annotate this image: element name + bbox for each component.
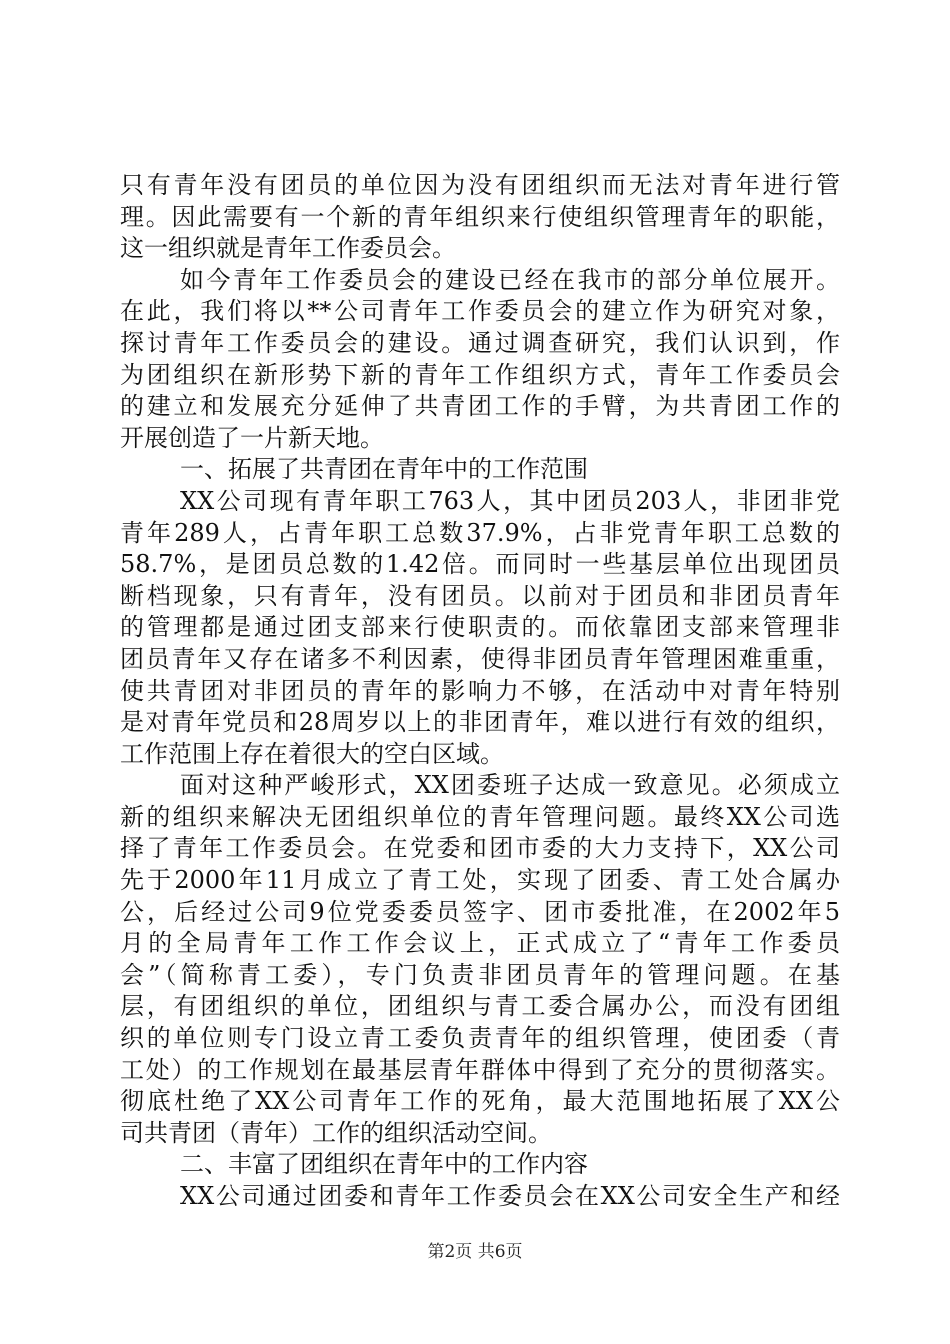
text-line: 司共青团（青年）工作的组织活动空间。 xyxy=(120,1118,552,1147)
text-line: 的管理都是通过团支部来行使职责的。而依靠团支部来管理非 xyxy=(120,613,840,642)
text-line: 月的全局青年工作工作会议上，正式成立了“青年工作委员 xyxy=(120,929,840,958)
text-line: 层，有团组织的单位，团组织与青工委合属办公，而没有团组 xyxy=(120,992,840,1021)
text-line: 断档现象，只有青年，没有团员。以前对于团员和非团员青年 xyxy=(120,581,840,610)
text-line: 公，后经过公司9位党委委员签字、团市委批准，在2002年5 xyxy=(120,897,840,926)
text-line: 这一组织就是青年工作委员会。 xyxy=(120,234,456,263)
text-line: 面对这种严峻形式，XX团委班子达成一致意见。必须成立 xyxy=(180,771,840,800)
text-line: 理。因此需要有一个新的青年组织来行使组织管理青年的职能， xyxy=(120,202,840,231)
text-line: 为团组织在新形势下新的青年工作组织方式，青年工作委员会 xyxy=(120,360,840,389)
text-line: XX公司现有青年职工763人，其中团员203人，非团非党 xyxy=(180,486,840,515)
text-line: 只有青年没有团员的单位因为没有团组织而无法对青年进行管 xyxy=(120,171,840,199)
text-line: XX公司通过团委和青年工作委员会在XX公司安全生产和经 xyxy=(180,1182,840,1210)
text-line: 一、拓展了共青团在青年中的工作范围 xyxy=(180,455,588,484)
text-line: 择了青年工作委员会。在党委和团市委的大力支持下，XX公司 xyxy=(120,834,840,863)
text-line: 58.7%，是团员总数的1.42倍。而同时一些基层单位出现团员 xyxy=(120,550,840,579)
page-footer: 第2页 共6页 xyxy=(427,1242,523,1262)
text-line: 工处）的工作规划在最基层青年群体中得到了充分的贯彻落实。 xyxy=(120,1055,840,1084)
text-line: 是对青年党员和28周岁以上的非团青年，难以进行有效的组织， xyxy=(120,708,840,737)
text-line: 开展创造了一片新天地。 xyxy=(120,423,384,452)
text-line: 会”（简称青工委），专门负责非团员青年的管理问题。在基 xyxy=(120,960,840,989)
text-line: 如今青年工作委员会的建设已经在我市的部分单位展开。 xyxy=(180,265,840,294)
text-line: 使共青团对非团员的青年的影响力不够，在活动中对青年特别 xyxy=(120,676,840,705)
text-line: 工作范围上存在着很大的空白区域。 xyxy=(120,739,504,768)
text-line: 探讨青年工作委员会的建设。通过调查研究，我们认识到，作 xyxy=(120,328,840,357)
text-line: 织的单位则专门设立青工委负责青年的组织管理，使团委（青 xyxy=(120,1024,840,1053)
text-line: 新的组织来解决无团组织单位的青年管理问题。最终XX公司选 xyxy=(120,802,840,831)
text-line: 先于2000年11月成立了青工处，实现了团委、青工处合属办 xyxy=(120,866,840,895)
text-line: 的建立和发展充分延伸了共青团工作的手臂，为共青团工作的 xyxy=(120,392,840,421)
document-body xyxy=(120,170,840,1213)
text-line: 彻底杜绝了XX公司青年工作的死角，最大范围地拓展了XX公 xyxy=(120,1087,840,1116)
text-line: 团员青年又存在诸多不利因素，使得非团员青年管理困难重重， xyxy=(120,644,840,673)
text-line: 在此，我们将以**公司青年工作委员会的建立作为研究对象， xyxy=(120,297,840,326)
text-line: 青年289人，占青年职工总数37.9%，占非党青年职工总数的 xyxy=(120,518,840,547)
text-line: 二、丰富了团组织在青年中的工作内容 xyxy=(180,1150,588,1179)
